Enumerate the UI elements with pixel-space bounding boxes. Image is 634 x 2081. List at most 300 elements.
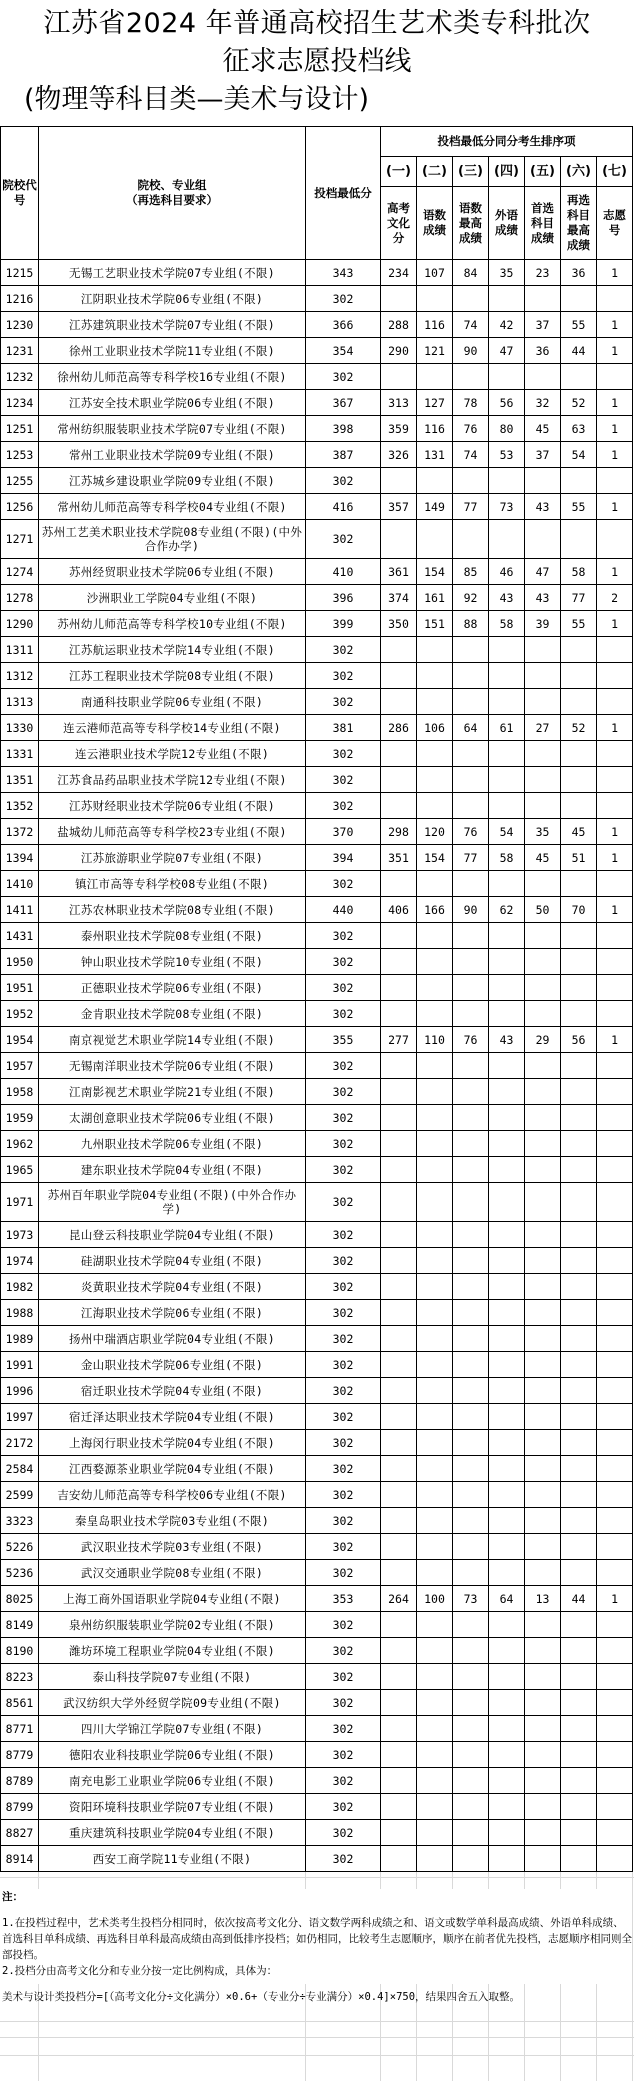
school-group-name-cell: 连云港师范高等专科学校14专业组(不限) <box>39 715 306 741</box>
tiebreak-value-cell <box>597 1846 633 1872</box>
tiebreak-value-cell <box>381 364 417 390</box>
header-tiebreak-label: 语数成绩 <box>417 187 453 260</box>
min-score-cell: 302 <box>306 949 381 975</box>
tiebreak-value-cell <box>453 1534 489 1560</box>
tiebreak-value-cell <box>417 1612 453 1638</box>
tiebreak-value-cell <box>525 1300 561 1326</box>
tiebreak-value-cell <box>453 1105 489 1131</box>
school-code-cell: 1253 <box>1 442 39 468</box>
tiebreak-value-cell <box>381 767 417 793</box>
table-row <box>1 520 633 559</box>
header-tiebreak-number: (一) <box>381 157 417 187</box>
min-score-cell: 302 <box>306 364 381 390</box>
table-row <box>1 1326 633 1352</box>
tiebreak-value-cell <box>381 1222 417 1248</box>
tiebreak-value-cell <box>417 663 453 689</box>
table-header <box>1 127 633 260</box>
table-row <box>1 689 633 715</box>
tiebreak-value-cell <box>525 689 561 715</box>
tiebreak-value-cell <box>489 793 525 819</box>
tiebreak-value-cell: 290 <box>381 338 417 364</box>
tiebreak-value-cell <box>597 1248 633 1274</box>
tiebreak-value-cell <box>453 1352 489 1378</box>
tiebreak-value-cell: 1 <box>597 897 633 923</box>
header-tiebreak-label: 志愿号 <box>597 187 633 260</box>
tiebreak-value-cell <box>453 1482 489 1508</box>
table-row <box>1 1612 633 1638</box>
school-code-cell: 1256 <box>1 494 39 520</box>
table-row <box>1 897 633 923</box>
table-row <box>1 390 633 416</box>
tiebreak-value-cell: 35 <box>525 819 561 845</box>
school-group-name-cell: 江西婺源茶业职业学院04专业组(不限) <box>39 1456 306 1482</box>
min-score-cell: 302 <box>306 1222 381 1248</box>
school-code-cell: 1290 <box>1 611 39 637</box>
table-row <box>1 1352 633 1378</box>
tiebreak-value-cell <box>453 1131 489 1157</box>
min-score-cell: 302 <box>306 468 381 494</box>
header-tiebreak-label: 高考文化分 <box>381 187 417 260</box>
tiebreak-value-cell <box>453 663 489 689</box>
tiebreak-value-cell <box>489 1079 525 1105</box>
tiebreak-value-cell <box>417 1664 453 1690</box>
tiebreak-value-cell: 52 <box>561 390 597 416</box>
tiebreak-value-cell <box>381 1131 417 1157</box>
note-item-2: 2.投档分由高考文化分和专业分按一定比例构成，具体为： <box>2 1965 278 1977</box>
tiebreak-value-cell: 55 <box>561 494 597 520</box>
school-group-name-cell: 宿迁职业技术学院04专业组(不限) <box>39 1378 306 1404</box>
school-code-cell: 8149 <box>1 1612 39 1638</box>
tiebreak-value-cell <box>489 1768 525 1794</box>
school-code-cell: 1951 <box>1 975 39 1001</box>
title-line-3: (物理等科目类—美术与设计) <box>24 84 370 115</box>
min-score-cell: 302 <box>306 1430 381 1456</box>
tiebreak-value-cell: 46 <box>489 559 525 585</box>
tiebreak-value-cell <box>381 1053 417 1079</box>
school-group-name-cell: 昆山登云科技职业学院04专业组(不限) <box>39 1222 306 1248</box>
min-score-cell: 398 <box>306 416 381 442</box>
table-row <box>1 442 633 468</box>
school-code-cell: 1989 <box>1 1326 39 1352</box>
tiebreak-value-cell: 42 <box>489 312 525 338</box>
tiebreak-value-cell <box>381 1664 417 1690</box>
tiebreak-value-cell: 2 <box>597 585 633 611</box>
school-group-name-cell: 上海闵行职业技术学院04专业组(不限) <box>39 1430 306 1456</box>
tiebreak-value-cell <box>561 1222 597 1248</box>
tiebreak-value-cell: 1 <box>597 715 633 741</box>
tiebreak-value-cell <box>597 1664 633 1690</box>
tiebreak-value-cell <box>597 520 633 559</box>
school-group-name-cell: 苏州工艺美术职业技术学院08专业组(不限)(中外合作办学) <box>39 520 306 559</box>
tiebreak-value-cell <box>381 689 417 715</box>
min-score-cell: 302 <box>306 1326 381 1352</box>
tiebreak-value-cell: 27 <box>525 715 561 741</box>
tiebreak-value-cell <box>453 1222 489 1248</box>
tiebreak-value-cell <box>417 1508 453 1534</box>
school-code-cell: 1431 <box>1 923 39 949</box>
tiebreak-value-cell <box>381 1560 417 1586</box>
table-row <box>1 1027 633 1053</box>
table-row <box>1 468 633 494</box>
min-score-cell: 302 <box>306 741 381 767</box>
tiebreak-value-cell: 1 <box>597 312 633 338</box>
tiebreak-value-cell <box>453 1378 489 1404</box>
tiebreak-value-cell: 116 <box>417 416 453 442</box>
tiebreak-value-cell <box>561 949 597 975</box>
min-score-cell: 355 <box>306 1027 381 1053</box>
tiebreak-value-cell <box>489 1248 525 1274</box>
tiebreak-value-cell <box>417 871 453 897</box>
tiebreak-value-cell <box>561 1352 597 1378</box>
tiebreak-value-cell: 1 <box>597 390 633 416</box>
tiebreak-value-cell: 90 <box>453 897 489 923</box>
table-row <box>1 1079 633 1105</box>
tiebreak-value-cell <box>489 1222 525 1248</box>
tiebreak-value-cell: 76 <box>453 416 489 442</box>
table-row <box>1 871 633 897</box>
tiebreak-value-cell <box>489 364 525 390</box>
tiebreak-value-cell <box>561 286 597 312</box>
tiebreak-value-cell <box>489 1794 525 1820</box>
min-score-cell: 302 <box>306 1300 381 1326</box>
min-score-cell: 302 <box>306 1183 381 1222</box>
min-score-cell: 302 <box>306 1846 381 1872</box>
tiebreak-value-cell <box>597 1326 633 1352</box>
tiebreak-value-cell: 52 <box>561 715 597 741</box>
school-code-cell: 1271 <box>1 520 39 559</box>
header-min-score: 投档最低分 <box>306 127 381 260</box>
table-row <box>1 923 633 949</box>
tiebreak-value-cell <box>453 871 489 897</box>
tiebreak-value-cell <box>453 468 489 494</box>
tiebreak-value-cell: 100 <box>417 1586 453 1612</box>
table-row <box>1 1157 633 1183</box>
tiebreak-value-cell <box>417 1846 453 1872</box>
tiebreak-value-cell <box>417 1222 453 1248</box>
tiebreak-value-cell <box>489 1508 525 1534</box>
tiebreak-value-cell <box>453 1846 489 1872</box>
school-code-cell: 1962 <box>1 1131 39 1157</box>
tiebreak-value-cell <box>489 949 525 975</box>
tiebreak-value-cell <box>561 767 597 793</box>
school-group-name-cell: 江南影视艺术职业学院21专业组(不限) <box>39 1079 306 1105</box>
tiebreak-value-cell: 149 <box>417 494 453 520</box>
tiebreak-value-cell <box>453 1053 489 1079</box>
tiebreak-value-cell <box>381 1430 417 1456</box>
tiebreak-value-cell <box>489 1638 525 1664</box>
school-group-name-cell: 南通科技职业学院06专业组(不限) <box>39 689 306 715</box>
tiebreak-value-cell <box>561 1482 597 1508</box>
school-group-name-cell: 吉安幼儿师范高等专科学校06专业组(不限) <box>39 1482 306 1508</box>
school-code-cell: 1234 <box>1 390 39 416</box>
tiebreak-value-cell <box>381 741 417 767</box>
tiebreak-value-cell <box>597 364 633 390</box>
tiebreak-value-cell <box>561 1534 597 1560</box>
tiebreak-value-cell <box>597 793 633 819</box>
tiebreak-value-cell <box>489 1300 525 1326</box>
tiebreak-value-cell <box>561 689 597 715</box>
tiebreak-value-cell <box>489 637 525 663</box>
tiebreak-value-cell: 286 <box>381 715 417 741</box>
tiebreak-value-cell: 1 <box>597 1586 633 1612</box>
table-row <box>1 312 633 338</box>
min-score-cell: 302 <box>306 923 381 949</box>
tiebreak-value-cell <box>381 1820 417 1846</box>
tiebreak-value-cell <box>417 1053 453 1079</box>
school-group-name-cell: 金山职业技术学院06专业组(不限) <box>39 1352 306 1378</box>
school-code-cell: 1372 <box>1 819 39 845</box>
tiebreak-value-cell <box>597 1378 633 1404</box>
school-code-cell: 1215 <box>1 260 39 286</box>
tiebreak-value-cell <box>561 1300 597 1326</box>
tiebreak-value-cell: 1 <box>597 845 633 871</box>
tiebreak-value-cell: 45 <box>525 845 561 871</box>
tiebreak-value-cell: 74 <box>453 312 489 338</box>
tiebreak-value-cell <box>525 1248 561 1274</box>
min-score-cell: 302 <box>306 1534 381 1560</box>
tiebreak-value-cell: 107 <box>417 260 453 286</box>
tiebreak-value-cell <box>417 975 453 1001</box>
tiebreak-value-cell <box>453 1768 489 1794</box>
tiebreak-value-cell <box>417 923 453 949</box>
tiebreak-value-cell <box>489 1274 525 1300</box>
tiebreak-value-cell <box>417 1352 453 1378</box>
school-group-name-cell: 徐州幼儿师范高等专科学校16专业组(不限) <box>39 364 306 390</box>
table-row <box>1 1430 633 1456</box>
table-row <box>1 975 633 1001</box>
tiebreak-value-cell <box>453 286 489 312</box>
tiebreak-value-cell <box>453 1612 489 1638</box>
school-group-name-cell: 西安工商学院11专业组(不限) <box>39 1846 306 1872</box>
tiebreak-value-cell <box>561 1846 597 1872</box>
school-code-cell: 8025 <box>1 1586 39 1612</box>
tiebreak-value-cell: 90 <box>453 338 489 364</box>
tiebreak-value-cell: 73 <box>489 494 525 520</box>
tiebreak-value-cell: 50 <box>525 897 561 923</box>
table-row <box>1 1222 633 1248</box>
header-tiebreak-number: (三) <box>453 157 489 187</box>
min-score-cell: 302 <box>306 1768 381 1794</box>
tiebreak-value-cell <box>561 1794 597 1820</box>
tiebreak-value-cell <box>525 1131 561 1157</box>
tiebreak-value-cell <box>525 767 561 793</box>
tiebreak-value-cell <box>381 1248 417 1274</box>
tiebreak-value-cell: 88 <box>453 611 489 637</box>
school-code-cell: 1274 <box>1 559 39 585</box>
tiebreak-value-cell: 351 <box>381 845 417 871</box>
table-row <box>1 559 633 585</box>
school-code-cell: 1997 <box>1 1404 39 1430</box>
school-code-cell: 1311 <box>1 637 39 663</box>
tiebreak-value-cell: 23 <box>525 260 561 286</box>
tiebreak-value-cell <box>489 1534 525 1560</box>
tiebreak-value-cell <box>381 1456 417 1482</box>
tiebreak-value-cell <box>597 1105 633 1131</box>
min-score-cell: 302 <box>306 1612 381 1638</box>
tiebreak-value-cell: 374 <box>381 585 417 611</box>
table-row <box>1 949 633 975</box>
tiebreak-value-cell <box>561 663 597 689</box>
tiebreak-value-cell <box>381 1183 417 1222</box>
tiebreak-value-cell <box>525 663 561 689</box>
header-tiebreak-number: (四) <box>489 157 525 187</box>
tiebreak-value-cell <box>525 1326 561 1352</box>
tiebreak-value-cell: 76 <box>453 819 489 845</box>
tiebreak-value-cell: 63 <box>561 416 597 442</box>
tiebreak-value-cell <box>525 949 561 975</box>
table-row <box>1 1131 633 1157</box>
school-code-cell: 1278 <box>1 585 39 611</box>
tiebreak-value-cell <box>417 1560 453 1586</box>
tiebreak-value-cell <box>597 1560 633 1586</box>
table-row <box>1 416 633 442</box>
tiebreak-value-cell <box>597 286 633 312</box>
school-code-cell: 1973 <box>1 1222 39 1248</box>
tiebreak-value-cell <box>381 1326 417 1352</box>
tiebreak-value-cell <box>561 1326 597 1352</box>
school-group-name-cell: 无锡工艺职业技术学院07专业组(不限) <box>39 260 306 286</box>
tiebreak-value-cell <box>489 1430 525 1456</box>
tiebreak-value-cell <box>597 1690 633 1716</box>
tiebreak-value-cell <box>381 1794 417 1820</box>
min-score-cell: 302 <box>306 975 381 1001</box>
tiebreak-value-cell <box>597 741 633 767</box>
document-title <box>0 0 634 126</box>
school-group-name-cell: 江苏建筑职业技术学院07专业组(不限) <box>39 312 306 338</box>
school-group-name-cell: 钟山职业技术学院10专业组(不限) <box>39 949 306 975</box>
table-row <box>1 1716 633 1742</box>
tiebreak-value-cell: 288 <box>381 312 417 338</box>
table-row <box>1 1742 633 1768</box>
min-score-cell: 353 <box>306 1586 381 1612</box>
tiebreak-value-cell: 77 <box>453 845 489 871</box>
tiebreak-value-cell <box>381 1638 417 1664</box>
tiebreak-value-cell: 161 <box>417 585 453 611</box>
min-score-cell: 302 <box>306 1638 381 1664</box>
tiebreak-value-cell <box>489 975 525 1001</box>
min-score-cell: 302 <box>306 1742 381 1768</box>
school-group-name-cell: 无锡南洋职业技术学院06专业组(不限) <box>39 1053 306 1079</box>
min-score-cell: 302 <box>306 1131 381 1157</box>
school-code-cell: 1954 <box>1 1027 39 1053</box>
tiebreak-value-cell <box>525 1183 561 1222</box>
tiebreak-value-cell <box>525 1508 561 1534</box>
tiebreak-value-cell <box>417 1001 453 1027</box>
min-score-cell: 302 <box>306 1053 381 1079</box>
tiebreak-value-cell <box>381 1690 417 1716</box>
tiebreak-value-cell <box>381 1300 417 1326</box>
tiebreak-value-cell <box>525 871 561 897</box>
school-group-name-cell: 连云港职业技术学院12专业组(不限) <box>39 741 306 767</box>
tiebreak-value-cell: 43 <box>525 585 561 611</box>
school-code-cell: 8914 <box>1 1846 39 1872</box>
tiebreak-value-cell: 110 <box>417 1027 453 1053</box>
school-group-name-cell: 江苏安全技术职业学院06专业组(不限) <box>39 390 306 416</box>
tiebreak-value-cell <box>417 741 453 767</box>
tiebreak-value-cell <box>561 741 597 767</box>
school-group-name-cell: 江苏航运职业技术学院14专业组(不限) <box>39 637 306 663</box>
tiebreak-value-cell <box>525 1612 561 1638</box>
tiebreak-value-cell <box>489 1352 525 1378</box>
tiebreak-value-cell: 406 <box>381 897 417 923</box>
tiebreak-value-cell <box>525 1690 561 1716</box>
header-code: 院校代号 <box>1 127 39 260</box>
tiebreak-value-cell <box>597 1183 633 1222</box>
tiebreak-value-cell: 55 <box>561 611 597 637</box>
school-group-name-cell: 常州幼儿师范高等专科学校04专业组(不限) <box>39 494 306 520</box>
min-score-cell: 302 <box>306 793 381 819</box>
tiebreak-value-cell: 264 <box>381 1586 417 1612</box>
tiebreak-value-cell <box>597 1404 633 1430</box>
tiebreak-value-cell: 58 <box>489 611 525 637</box>
tiebreak-value-cell <box>597 1742 633 1768</box>
min-score-cell: 302 <box>306 1456 381 1482</box>
min-score-cell: 302 <box>306 767 381 793</box>
school-code-cell: 1230 <box>1 312 39 338</box>
tiebreak-value-cell <box>561 1508 597 1534</box>
tiebreak-value-cell <box>561 1430 597 1456</box>
school-group-name-cell: 武汉纺织大学外经贸学院09专业组(不限) <box>39 1690 306 1716</box>
tiebreak-value-cell <box>525 468 561 494</box>
tiebreak-value-cell <box>489 1326 525 1352</box>
min-score-cell: 354 <box>306 338 381 364</box>
tiebreak-value-cell <box>525 1560 561 1586</box>
tiebreak-value-cell <box>417 1378 453 1404</box>
school-code-cell: 1958 <box>1 1079 39 1105</box>
school-code-cell: 1965 <box>1 1157 39 1183</box>
school-group-name-cell: 炎黄职业技术学院04专业组(不限) <box>39 1274 306 1300</box>
tiebreak-value-cell <box>417 1248 453 1274</box>
tiebreak-value-cell <box>561 1820 597 1846</box>
tiebreak-value-cell <box>489 663 525 689</box>
min-score-cell: 302 <box>306 1352 381 1378</box>
tiebreak-value-cell <box>525 1794 561 1820</box>
table-row <box>1 1768 633 1794</box>
tiebreak-value-cell: 106 <box>417 715 453 741</box>
min-score-cell: 302 <box>306 1560 381 1586</box>
tiebreak-value-cell <box>489 1846 525 1872</box>
tiebreak-value-cell <box>597 1274 633 1300</box>
tiebreak-value-cell <box>561 975 597 1001</box>
tiebreak-value-cell <box>597 1300 633 1326</box>
min-score-cell: 302 <box>306 1794 381 1820</box>
tiebreak-value-cell <box>381 949 417 975</box>
tiebreak-value-cell <box>417 1430 453 1456</box>
table-row <box>1 1105 633 1131</box>
tiebreak-value-cell <box>561 1716 597 1742</box>
tiebreak-value-cell <box>561 1157 597 1183</box>
header-tiebreak-number: (二) <box>417 157 453 187</box>
min-score-cell: 387 <box>306 442 381 468</box>
tiebreak-value-cell: 361 <box>381 559 417 585</box>
tiebreak-value-cell: 45 <box>525 416 561 442</box>
tiebreak-value-cell <box>381 1508 417 1534</box>
tiebreak-value-cell: 47 <box>489 338 525 364</box>
tiebreak-value-cell <box>417 1482 453 1508</box>
tiebreak-value-cell <box>417 1105 453 1131</box>
school-code-cell: 8789 <box>1 1768 39 1794</box>
tiebreak-value-cell: 13 <box>525 1586 561 1612</box>
min-score-cell: 396 <box>306 585 381 611</box>
school-group-name-cell: 泰州职业技术学院08专业组(不限) <box>39 923 306 949</box>
tiebreak-value-cell <box>561 1248 597 1274</box>
school-code-cell: 1974 <box>1 1248 39 1274</box>
tiebreak-value-cell <box>453 1430 489 1456</box>
tiebreak-value-cell: 74 <box>453 442 489 468</box>
tiebreak-value-cell <box>597 1157 633 1183</box>
school-code-cell: 8223 <box>1 1664 39 1690</box>
tiebreak-value-cell <box>417 1131 453 1157</box>
